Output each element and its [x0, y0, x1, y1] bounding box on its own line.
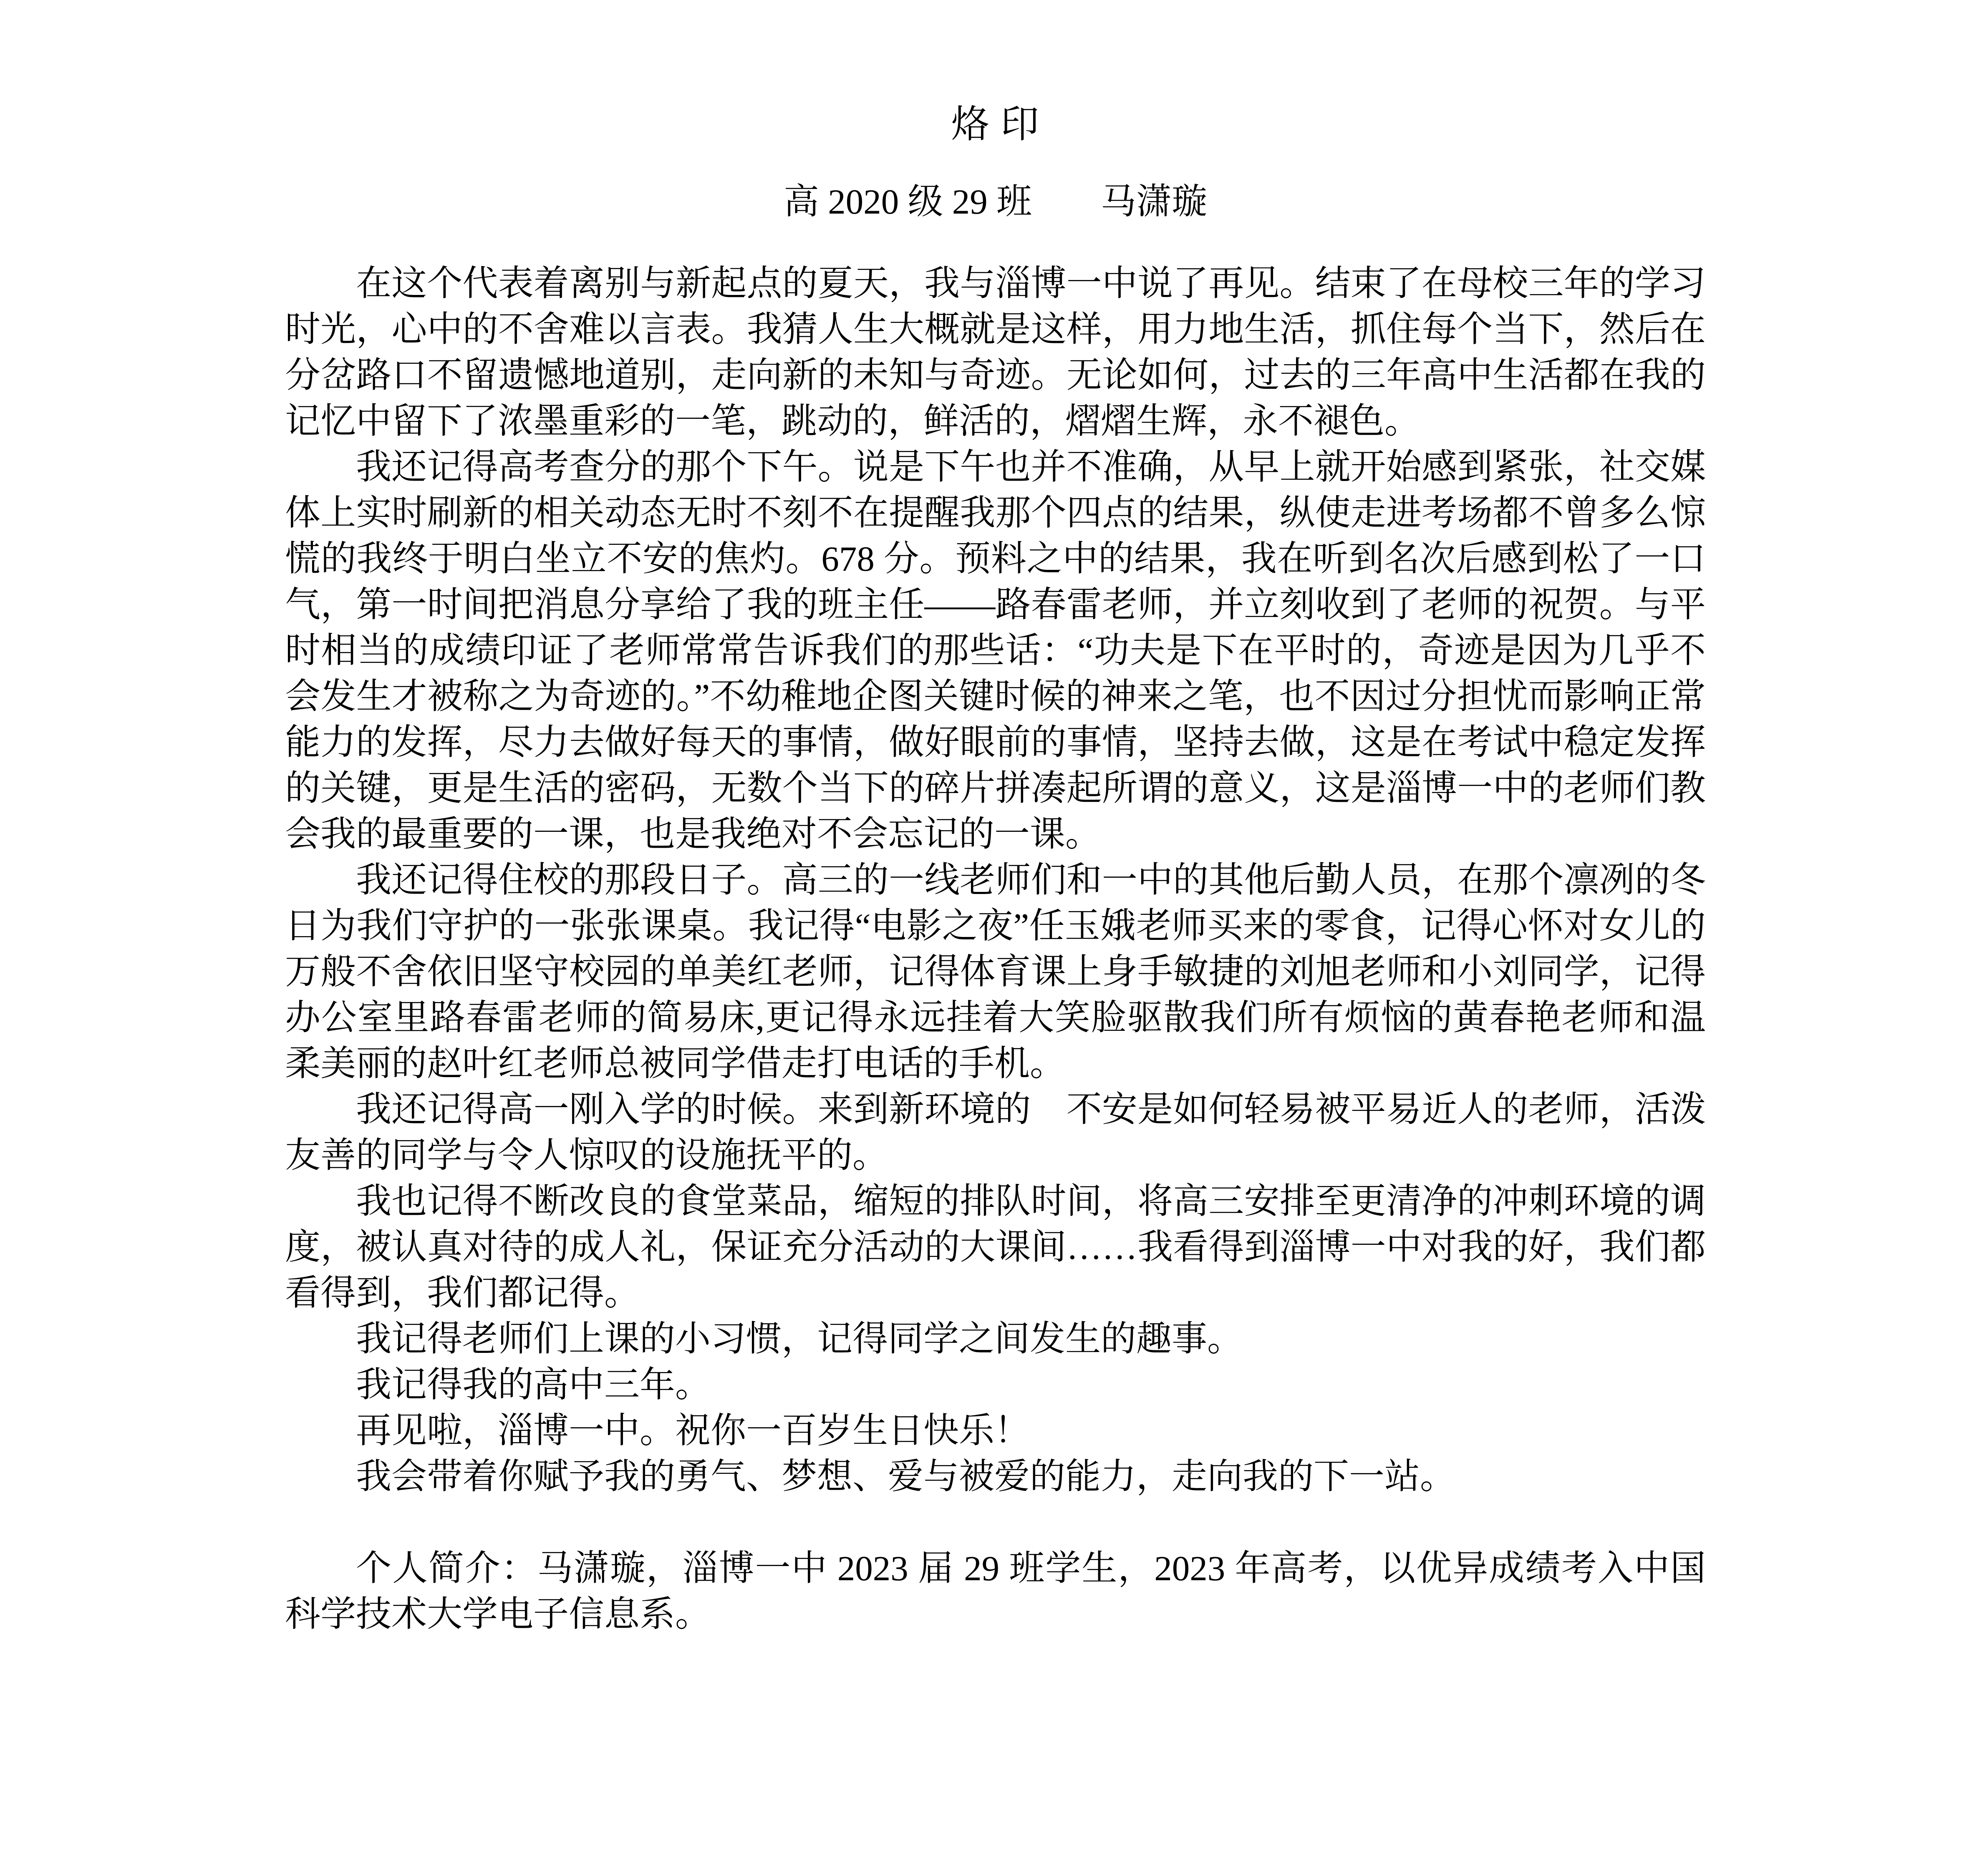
essay-title: 烙 印	[951, 103, 1040, 146]
bio-paragraph: 个人简介：马潇璇，淄博一中 2023 届 29 班学生，2023 年高考，以优异成绩考入中国科学技术大学电子信息系。	[285, 1549, 1706, 1634]
paragraph-5: 我也记得不断改良的食堂菜品，缩短的排队时间，将高三安排至更清净的冲刺环境的调度，被认真对待的成人礼，保证充分活动的大课间……我看得到淄博一中对我的好，我们都看得到，我们都记得。	[285, 1182, 1706, 1313]
paragraph-7: 我记得我的高中三年。	[356, 1365, 711, 1405]
paragraph-6: 我记得老师们上课的小习惯，记得同学之间发生的趣事。	[356, 1319, 1243, 1359]
paragraph-8: 再见啦，淄博一中。祝你一百岁生日快乐！	[356, 1411, 1030, 1450]
paragraph-3: 我还记得住校的那段日子。高三的一线老师们和一中的其他后勤人员，在那个凛冽的冬日为我们守护的一张张课桌。我记得“电影之夜”任玉娥老师买来的零食，记得心怀对女儿的万般不舍依旧坚守校园的单美红老师，记得体育课上身手敏捷的刘旭老师和小刘同学，记得办公室里路春雷老师的简易床,更记得永远挂着大笑脸驱散我们所有烦恼的黄春艳老师和温柔美丽的赵叶红老师总被同学借走打电话的手机。	[285, 861, 1706, 1083]
byline-author-name: 马潇璇	[1101, 182, 1208, 222]
paragraph-4: 我还记得高一刚入学的时候。来到新环境的 不安是如何轻易被平易近人的老师，活泼友善的同学与令人惊叹的设施抚平的。	[285, 1090, 1706, 1175]
paragraph-1: 在这个代表着离别与新起点的夏天，我与淄博一中说了再见。结束了在母校三年的学习时光，心中的不舍难以言表。我猜人生大概就是这样，用力地生活，抓住每个当下，然后在分岔路口不留遗憾地道别，走向新的未知与奇迹。无论如何，过去的三年高中生活都在我的记忆中留下了浓墨重彩的一笔，跳动的，鲜活的，熠熠生辉，永不褪色。	[285, 264, 1706, 441]
paragraph-9: 我会带着你赋予我的勇气、梦想、爱与被爱的能力，走向我的下一站。	[356, 1457, 1456, 1496]
paragraph-2: 我还记得高考查分的那个下午。说是下午也并不准确，从早上就开始感到紧张，社交媒体上实时刷新的相关动态无时不刻不在提醒我那个四点的结果，纵使走进考场都不曾多么惊慌的我终于明白坐立不安的焦灼。678 分。预料之中的结果，我在听到名次后感到松了一口气，第一时间把消息分享给了我的班主任——路春雷老师，并立刻收到了老师的祝贺。与平时相当的成绩印证了老师常常告诉我们的那些话：“功夫是下在平时的，奇迹是因为几乎不会发生才被称之为奇迹的。”不幼稚地企图关键时候的神来之笔，也不因过分担忧而影响正常能力的发挥，尽力去做好每天的事情，做好眼前的事情，坚持去做，这是在考试中稳定发挥的关键，更是生活的密码，无数个当下的碎片拼凑起所谓的意义，这是淄博一中的老师们教会我的最重要的一课，也是我绝对不会忘记的一课。	[285, 448, 1706, 854]
document-content	[285, 0, 1706, 1637]
byline	[285, 181, 1706, 223]
essay-body	[285, 261, 1706, 1637]
byline-class-label: 高 2020 级 29 班	[783, 182, 1032, 222]
